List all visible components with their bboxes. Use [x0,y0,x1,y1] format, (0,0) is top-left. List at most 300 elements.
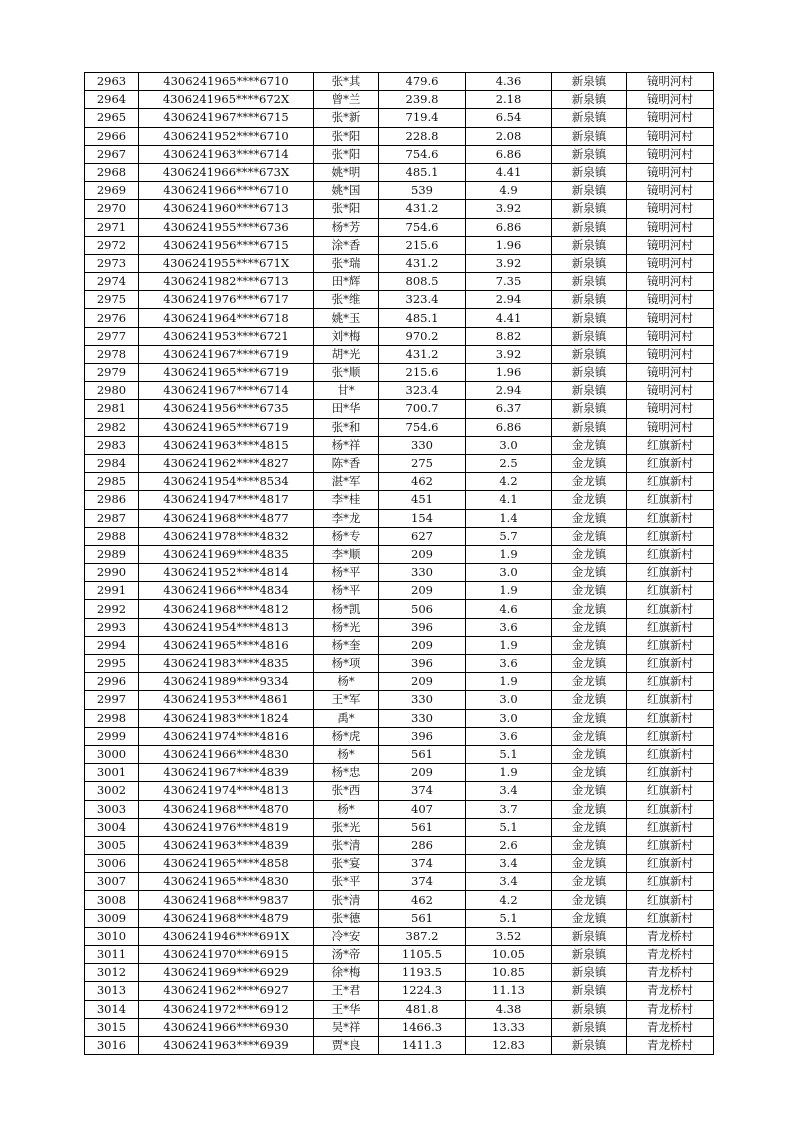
name-cell: 田*华 [314,400,379,418]
id-number-cell: 4306241963****4815 [139,436,314,454]
village-cell: 红旗新村 [627,564,714,582]
town-cell: 金龙镇 [552,745,627,763]
town-cell: 金龙镇 [552,473,627,491]
name-cell: 张*顺 [314,364,379,382]
area-cell: 6.54 [466,109,552,127]
id-number-cell: 4306241960****6713 [139,200,314,218]
id-number-cell: 4306241989****9334 [139,673,314,691]
name-cell: 张*阳 [314,127,379,145]
area-cell: 6.86 [466,418,552,436]
name-cell: 曾*兰 [314,91,379,109]
village-cell: 红旗新村 [627,727,714,745]
serial-number-cell: 2968 [85,163,139,181]
town-cell: 金龙镇 [552,836,627,854]
id-number-cell: 4306241964****6718 [139,309,314,327]
serial-number-cell: 2979 [85,364,139,382]
name-cell: 姚*玉 [314,309,379,327]
name-cell: 张*德 [314,909,379,927]
area-cell: 4.36 [466,73,552,91]
village-cell: 镜明河村 [627,327,714,345]
town-cell: 新泉镇 [552,418,627,436]
serial-number-cell: 2965 [85,109,139,127]
id-number-cell: 4306241968****9837 [139,891,314,909]
name-cell: 杨*光 [314,618,379,636]
area-cell: 3.6 [466,618,552,636]
town-cell: 金龙镇 [552,873,627,891]
name-cell: 张*新 [314,109,379,127]
town-cell: 金龙镇 [552,636,627,654]
table-row [85,673,714,691]
area-cell: 2.08 [466,127,552,145]
table-row [85,855,714,873]
town-cell: 新泉镇 [552,91,627,109]
village-cell: 红旗新村 [627,473,714,491]
area-cell: 1.9 [466,764,552,782]
serial-number-cell: 2963 [85,73,139,91]
table-row [85,782,714,800]
table-row [85,527,714,545]
area-cell: 3.52 [466,927,552,945]
town-cell: 金龙镇 [552,818,627,836]
amount-cell: 396 [379,727,466,745]
village-cell: 红旗新村 [627,873,714,891]
town-cell: 金龙镇 [552,782,627,800]
amount-cell: 808.5 [379,273,466,291]
town-cell: 新泉镇 [552,364,627,382]
village-cell: 镜明河村 [627,309,714,327]
area-cell: 4.38 [466,1000,552,1018]
serial-number-cell: 2972 [85,236,139,254]
town-cell: 金龙镇 [552,764,627,782]
table-row [85,655,714,673]
serial-number-cell: 3003 [85,800,139,818]
name-cell: 杨*祥 [314,436,379,454]
id-number-cell: 4306241965****672X [139,91,314,109]
name-cell: 姚*国 [314,182,379,200]
town-cell: 金龙镇 [552,454,627,472]
id-number-cell: 4306241962****6927 [139,982,314,1000]
village-cell: 青龙桥村 [627,927,714,945]
amount-cell: 209 [379,636,466,654]
serial-number-cell: 3001 [85,764,139,782]
id-number-cell: 4306241955****6736 [139,218,314,236]
name-cell: 杨*项 [314,655,379,673]
area-cell: 3.6 [466,727,552,745]
serial-number-cell: 2982 [85,418,139,436]
table-row [85,1000,714,1018]
id-number-cell: 4306241947****4817 [139,491,314,509]
amount-cell: 374 [379,873,466,891]
id-number-cell: 4306241974****4816 [139,727,314,745]
area-cell: 3.92 [466,345,552,363]
village-cell: 红旗新村 [627,655,714,673]
id-number-cell: 4306241953****6721 [139,327,314,345]
name-cell: 张*维 [314,291,379,309]
amount-cell: 323.4 [379,382,466,400]
village-cell: 青龙桥村 [627,982,714,1000]
table-row [85,73,714,91]
table-row [85,327,714,345]
serial-number-cell: 2976 [85,309,139,327]
name-cell: 杨*专 [314,527,379,545]
town-cell: 金龙镇 [552,855,627,873]
name-cell: 李*顺 [314,545,379,563]
table-row [85,364,714,382]
area-cell: 4.2 [466,891,552,909]
town-cell: 新泉镇 [552,1000,627,1018]
table-row [85,145,714,163]
amount-cell: 1411.3 [379,1036,466,1054]
amount-cell: 754.6 [379,418,466,436]
town-cell: 金龙镇 [552,600,627,618]
village-cell: 青龙桥村 [627,946,714,964]
area-cell: 2.18 [466,91,552,109]
table-row [85,163,714,181]
town-cell: 新泉镇 [552,273,627,291]
amount-cell: 387.2 [379,927,466,945]
area-cell: 6.86 [466,145,552,163]
name-cell: 杨* [314,673,379,691]
area-cell: 4.41 [466,163,552,181]
area-cell: 1.96 [466,236,552,254]
area-cell: 6.37 [466,400,552,418]
id-number-cell: 4306241967****6719 [139,345,314,363]
town-cell: 新泉镇 [552,109,627,127]
table-row [85,236,714,254]
name-cell: 胡*光 [314,345,379,363]
town-cell: 金龙镇 [552,491,627,509]
table-row [85,454,714,472]
serial-number-cell: 2975 [85,291,139,309]
id-number-cell: 4306241965****4858 [139,855,314,873]
table-row [85,400,714,418]
area-cell: 2.94 [466,291,552,309]
area-cell: 3.0 [466,436,552,454]
amount-cell: 485.1 [379,309,466,327]
village-cell: 红旗新村 [627,891,714,909]
area-cell: 7.35 [466,273,552,291]
name-cell: 冷*安 [314,927,379,945]
records-table-body [85,73,714,1055]
serial-number-cell: 3006 [85,855,139,873]
village-cell: 红旗新村 [627,454,714,472]
town-cell: 新泉镇 [552,200,627,218]
area-cell: 5.1 [466,818,552,836]
village-cell: 镜明河村 [627,91,714,109]
table-row [85,291,714,309]
amount-cell: 754.6 [379,218,466,236]
village-cell: 镜明河村 [627,218,714,236]
serial-number-cell: 3002 [85,782,139,800]
name-cell: 杨* [314,745,379,763]
area-cell: 4.1 [466,491,552,509]
id-number-cell: 4306241956****6735 [139,400,314,418]
village-cell: 红旗新村 [627,782,714,800]
area-cell: 3.0 [466,691,552,709]
town-cell: 新泉镇 [552,254,627,272]
serial-number-cell: 2980 [85,382,139,400]
village-cell: 红旗新村 [627,600,714,618]
amount-cell: 209 [379,545,466,563]
town-cell: 新泉镇 [552,73,627,91]
table-row [85,200,714,218]
village-cell: 镜明河村 [627,418,714,436]
id-number-cell: 4306241967****6715 [139,109,314,127]
amount-cell: 215.6 [379,236,466,254]
serial-number-cell: 2970 [85,200,139,218]
name-cell: 湛*军 [314,473,379,491]
town-cell: 新泉镇 [552,964,627,982]
id-number-cell: 4306241963****6714 [139,145,314,163]
serial-number-cell: 2981 [85,400,139,418]
area-cell: 3.92 [466,200,552,218]
name-cell: 杨*奎 [314,636,379,654]
serial-number-cell: 3015 [85,1018,139,1036]
table-row [85,218,714,236]
name-cell: 王*华 [314,1000,379,1018]
amount-cell: 407 [379,800,466,818]
name-cell: 甘* [314,382,379,400]
area-cell: 6.86 [466,218,552,236]
id-number-cell: 4306241966****4834 [139,582,314,600]
village-cell: 镜明河村 [627,73,714,91]
serial-number-cell: 2978 [85,345,139,363]
amount-cell: 539 [379,182,466,200]
id-number-cell: 4306241966****4830 [139,745,314,763]
amount-cell: 506 [379,600,466,618]
serial-number-cell: 3008 [85,891,139,909]
name-cell: 徐*梅 [314,964,379,982]
area-cell: 3.92 [466,254,552,272]
area-cell: 1.9 [466,636,552,654]
amount-cell: 754.6 [379,145,466,163]
village-cell: 红旗新村 [627,527,714,545]
amount-cell: 374 [379,855,466,873]
name-cell: 张*光 [314,818,379,836]
table-row [85,582,714,600]
name-cell: 王*君 [314,982,379,1000]
id-number-cell: 4306241982****6713 [139,273,314,291]
amount-cell: 462 [379,891,466,909]
village-cell: 镜明河村 [627,400,714,418]
village-cell: 红旗新村 [627,618,714,636]
id-number-cell: 4306241967****4839 [139,764,314,782]
table-row [85,600,714,618]
amount-cell: 286 [379,836,466,854]
name-cell: 杨*凯 [314,600,379,618]
village-cell: 红旗新村 [627,691,714,709]
town-cell: 金龙镇 [552,527,627,545]
area-cell: 1.4 [466,509,552,527]
town-cell: 新泉镇 [552,1036,627,1054]
amount-cell: 330 [379,691,466,709]
amount-cell: 431.2 [379,254,466,272]
village-cell: 红旗新村 [627,818,714,836]
village-cell: 镜明河村 [627,163,714,181]
table-row [85,927,714,945]
amount-cell: 719.4 [379,109,466,127]
serial-number-cell: 2995 [85,655,139,673]
village-cell: 镜明河村 [627,236,714,254]
town-cell: 新泉镇 [552,163,627,181]
serial-number-cell: 2998 [85,709,139,727]
area-cell: 10.05 [466,946,552,964]
amount-cell: 330 [379,436,466,454]
id-number-cell: 4306241972****6912 [139,1000,314,1018]
id-number-cell: 4306241953****4861 [139,691,314,709]
town-cell: 金龙镇 [552,436,627,454]
area-cell: 4.2 [466,473,552,491]
village-cell: 红旗新村 [627,764,714,782]
village-cell: 镜明河村 [627,145,714,163]
town-cell: 金龙镇 [552,545,627,563]
id-number-cell: 4306241966****6930 [139,1018,314,1036]
town-cell: 金龙镇 [552,691,627,709]
serial-number-cell: 2967 [85,145,139,163]
id-number-cell: 4306241983****1824 [139,709,314,727]
town-cell: 新泉镇 [552,218,627,236]
name-cell: 张*瑞 [314,254,379,272]
amount-cell: 627 [379,527,466,545]
table-row [85,509,714,527]
village-cell: 红旗新村 [627,673,714,691]
village-cell: 镜明河村 [627,382,714,400]
table-row [85,345,714,363]
town-cell: 新泉镇 [552,182,627,200]
serial-number-cell: 2990 [85,564,139,582]
table-row [85,473,714,491]
name-cell: 姚*明 [314,163,379,181]
area-cell: 4.9 [466,182,552,200]
table-row [85,818,714,836]
village-cell: 红旗新村 [627,855,714,873]
table-row [85,764,714,782]
village-cell: 红旗新村 [627,709,714,727]
id-number-cell: 4306241952****6710 [139,127,314,145]
serial-number-cell: 3009 [85,909,139,927]
village-cell: 镜明河村 [627,254,714,272]
table-row [85,273,714,291]
village-cell: 镜明河村 [627,182,714,200]
area-cell: 4.41 [466,309,552,327]
serial-number-cell: 3000 [85,745,139,763]
table-row [85,309,714,327]
serial-number-cell: 2983 [85,436,139,454]
amount-cell: 209 [379,764,466,782]
name-cell: 张*阳 [314,145,379,163]
serial-number-cell: 2986 [85,491,139,509]
serial-number-cell: 2988 [85,527,139,545]
name-cell: 张*宴 [314,855,379,873]
town-cell: 金龙镇 [552,800,627,818]
table-row [85,436,714,454]
amount-cell: 561 [379,909,466,927]
id-number-cell: 4306241956****6715 [139,236,314,254]
table-row [85,254,714,272]
amount-cell: 481.8 [379,1000,466,1018]
table-row [85,91,714,109]
id-number-cell: 4306241970****6915 [139,946,314,964]
village-cell: 红旗新村 [627,636,714,654]
id-number-cell: 4306241969****4835 [139,545,314,563]
id-number-cell: 4306241983****4835 [139,655,314,673]
serial-number-cell: 2985 [85,473,139,491]
village-cell: 红旗新村 [627,800,714,818]
id-number-cell: 4306241965****6710 [139,73,314,91]
town-cell: 金龙镇 [552,909,627,927]
amount-cell: 485.1 [379,163,466,181]
name-cell: 杨*芳 [314,218,379,236]
name-cell: 张*和 [314,418,379,436]
area-cell: 3.7 [466,800,552,818]
serial-number-cell: 2964 [85,91,139,109]
town-cell: 新泉镇 [552,145,627,163]
amount-cell: 700.7 [379,400,466,418]
id-number-cell: 4306241974****4813 [139,782,314,800]
town-cell: 新泉镇 [552,309,627,327]
id-number-cell: 4306241967****6714 [139,382,314,400]
town-cell: 金龙镇 [552,673,627,691]
id-number-cell: 4306241962****4827 [139,454,314,472]
village-cell: 镜明河村 [627,127,714,145]
town-cell: 金龙镇 [552,618,627,636]
area-cell: 2.5 [466,454,552,472]
town-cell: 金龙镇 [552,582,627,600]
amount-cell: 396 [379,618,466,636]
village-cell: 红旗新村 [627,582,714,600]
amount-cell: 215.6 [379,364,466,382]
area-cell: 3.6 [466,655,552,673]
town-cell: 新泉镇 [552,345,627,363]
table-row [85,745,714,763]
village-cell: 镜明河村 [627,273,714,291]
amount-cell: 239.8 [379,91,466,109]
table-row [85,800,714,818]
village-cell: 红旗新村 [627,836,714,854]
amount-cell: 561 [379,745,466,763]
amount-cell: 970.2 [379,327,466,345]
town-cell: 新泉镇 [552,327,627,345]
village-cell: 镜明河村 [627,345,714,363]
area-cell: 1.96 [466,364,552,382]
table-row [85,618,714,636]
town-cell: 金龙镇 [552,564,627,582]
village-cell: 青龙桥村 [627,1000,714,1018]
id-number-cell: 4306241968****4870 [139,800,314,818]
town-cell: 新泉镇 [552,1018,627,1036]
id-number-cell: 4306241954****8534 [139,473,314,491]
name-cell: 汤*帝 [314,946,379,964]
serial-number-cell: 2974 [85,273,139,291]
area-cell: 5.7 [466,527,552,545]
amount-cell: 431.2 [379,345,466,363]
area-cell: 8.82 [466,327,552,345]
serial-number-cell: 3010 [85,927,139,945]
id-number-cell: 4306241954****4813 [139,618,314,636]
area-cell: 11.13 [466,982,552,1000]
area-cell: 3.0 [466,709,552,727]
amount-cell: 1105.5 [379,946,466,964]
town-cell: 金龙镇 [552,727,627,745]
name-cell: 李*桂 [314,491,379,509]
town-cell: 新泉镇 [552,982,627,1000]
serial-number-cell: 2977 [85,327,139,345]
amount-cell: 479.6 [379,73,466,91]
name-cell: 张*清 [314,891,379,909]
area-cell: 3.4 [466,782,552,800]
serial-number-cell: 3005 [85,836,139,854]
amount-cell: 228.8 [379,127,466,145]
